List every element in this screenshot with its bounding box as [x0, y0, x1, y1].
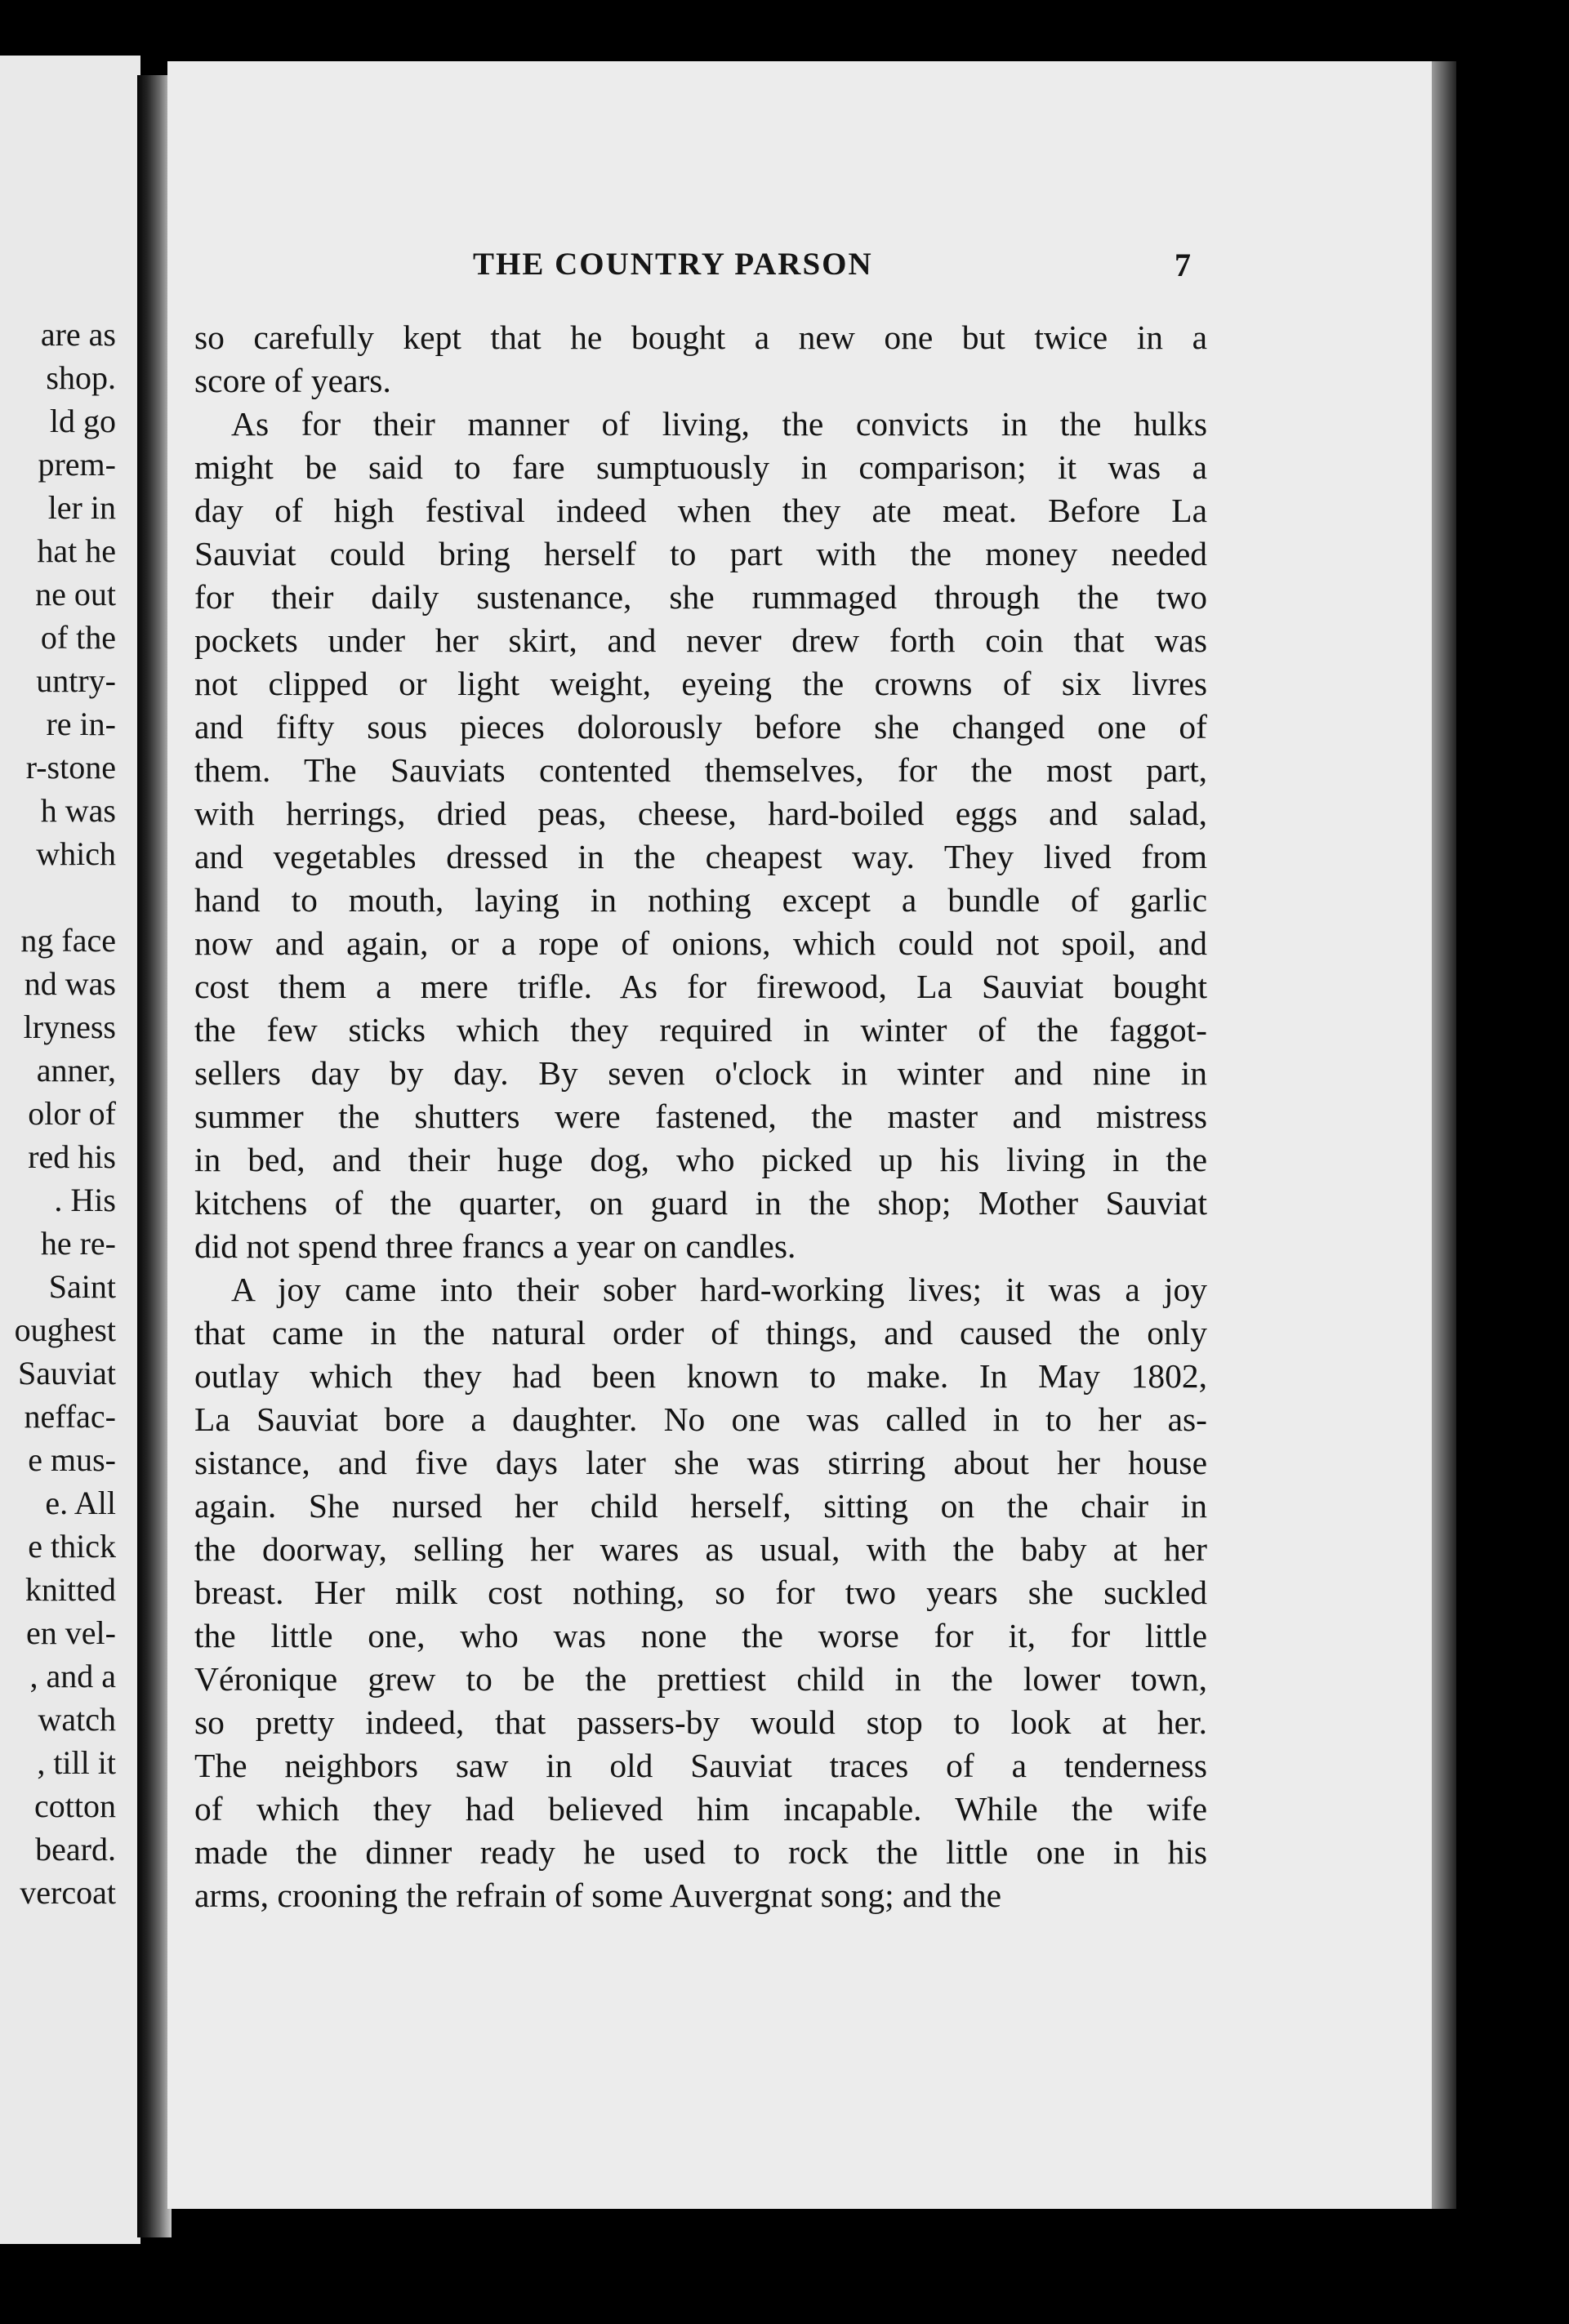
text-line: them. The Sauviats contented themselves, for the most part, — [194, 751, 1207, 789]
text-line: not clipped or light weight, eyeing the crowns of six livres — [194, 665, 1207, 702]
text-line: hand to mouth, laying in nothing except a bundle of garlic — [194, 881, 1207, 919]
text-line: that came in the natural order of things, and caused the only — [194, 1314, 1207, 1351]
text-line: in bed, and their huge dog, who picked up his living in the — [194, 1141, 1207, 1178]
facing-page-line: , and a — [29, 1658, 116, 1694]
text-line: kitchens of the quarter, on guard in the shop; Mother Sauviat — [194, 1184, 1207, 1222]
facing-page-line: ler in — [47, 489, 116, 526]
facing-page-line: re in- — [46, 706, 116, 742]
facing-page-line: cotton — [34, 1788, 116, 1824]
text-line: might be said to fare sumptuously in comparison; it was a — [194, 448, 1207, 486]
facing-page-line: untry- — [36, 662, 116, 699]
facing-page-line — [0, 875, 116, 919]
text-line: with herrings, dried peas, cheese, hard-boiled eggs and salad, — [194, 795, 1207, 832]
page-edge-shadow — [1432, 61, 1456, 2209]
facing-page-line: ld go — [49, 403, 116, 439]
facing-page-line: en vel- — [26, 1614, 116, 1651]
text-line: As for their manner of living, the convicts in the hulks — [231, 405, 1207, 443]
text-line: arms, crooning the refrain of some Auvergnat song; and the — [194, 1877, 1002, 1914]
facing-page-line: vercoat — [20, 1874, 116, 1911]
body-text — [194, 316, 1207, 1917]
book-gutter-shadow — [137, 75, 172, 2237]
text-line: The neighbors saw in old Sauviat traces of a tenderness — [194, 1747, 1207, 1784]
facing-page-line: ne out — [35, 576, 116, 612]
text-line: cost them a mere trifle. As for firewood, La Sauviat bought — [194, 968, 1207, 1005]
facing-page-line: e thick — [28, 1528, 116, 1565]
facing-page-line: h was — [40, 792, 116, 829]
text-line: Véronique grew to be the prettiest child in the lower town, — [194, 1660, 1207, 1698]
facing-page-text — [0, 313, 116, 1914]
facing-page-fragment — [0, 56, 140, 2244]
facing-page-line: watch — [38, 1701, 116, 1738]
page-number: 7 — [1175, 247, 1191, 283]
facing-page-line: of the — [40, 619, 116, 656]
text-line: pockets under her skirt, and never drew forth coin that was — [194, 621, 1207, 659]
facing-page-line: Sauviat — [18, 1355, 116, 1391]
facing-page-line: lryness — [23, 1008, 116, 1045]
text-line: so pretty indeed, that passers-by would stop to look at her. — [194, 1703, 1207, 1741]
text-line: score of years. — [194, 362, 391, 399]
text-line: day of high festival indeed when they ate meat. Before La — [194, 492, 1207, 529]
facing-page-line: ng face — [20, 922, 116, 959]
text-line: again. She nursed her child herself, sitting on the chair in — [194, 1487, 1207, 1525]
facing-page-line: hat he — [37, 532, 116, 569]
facing-page-line: e. All — [45, 1485, 116, 1521]
facing-page-line: he re- — [40, 1225, 116, 1262]
facing-page-line: r-stone — [25, 749, 116, 786]
text-line: La Sauviat bore a daughter. No one was called in to her as- — [194, 1400, 1207, 1438]
text-line: of which they had believed him incapable. While the wife — [194, 1790, 1207, 1828]
running-head — [167, 246, 1432, 295]
facing-page-line: beard. — [35, 1831, 116, 1868]
facing-page-line: olor of — [28, 1095, 116, 1132]
facing-page-line: prem- — [38, 446, 116, 483]
facing-page-line: . His — [54, 1182, 116, 1218]
facing-page-line: nd was — [24, 965, 116, 1002]
facing-page-line: red his — [28, 1138, 116, 1175]
text-line: sellers day by day. By seven o'clock in winter and nine in — [194, 1054, 1207, 1092]
facing-page-line: oughest — [14, 1311, 116, 1348]
facing-page-line: e mus- — [28, 1441, 116, 1478]
text-line: breast. Her milk cost nothing, so for two years she suckled — [194, 1574, 1207, 1611]
facing-page-line: , till it — [37, 1744, 116, 1781]
text-line: A joy came into their sober hard-working lives; it was a joy — [231, 1271, 1207, 1308]
facing-page-line: neffac- — [24, 1398, 116, 1435]
text-line: and vegetables dressed in the cheapest way. They lived from — [194, 838, 1207, 875]
running-title: THE COUNTRY PARSON — [473, 247, 873, 282]
facing-page-line: are as — [40, 316, 116, 353]
text-line: the doorway, selling her wares as usual, with the baby at her — [194, 1530, 1207, 1568]
text-line: and fifty sous pieces dolorously before she changed one of — [194, 708, 1207, 746]
text-line: now and again, or a rope of onions, which could not spoil, and — [194, 924, 1207, 962]
text-line: made the dinner ready he used to rock the little one in his — [194, 1833, 1207, 1871]
facing-page-line: shop. — [46, 359, 116, 396]
facing-page-line: which — [36, 835, 116, 872]
facing-page-line: anner, — [36, 1052, 116, 1089]
text-line: Sauviat could bring herself to part with the money needed — [194, 535, 1207, 572]
text-line: sistance, and five days later she was stirring about her house — [194, 1444, 1207, 1481]
text-line: the little one, who was none the worse for it, for little — [194, 1617, 1207, 1654]
text-line: the few sticks which they required in winter of the faggot- — [194, 1011, 1207, 1048]
facing-page-line: Saint — [48, 1268, 116, 1305]
text-line: so carefully kept that he bought a new one but twice in a — [194, 318, 1207, 356]
text-line: outlay which they had been known to make. In May 1802, — [194, 1357, 1207, 1395]
facing-page-line: knitted — [25, 1571, 116, 1608]
text-line: summer the shutters were fastened, the master and mistress — [194, 1097, 1207, 1135]
text-line: for their daily sustenance, she rummaged through the two — [194, 578, 1207, 616]
text-line: did not spend three francs a year on candles. — [194, 1227, 796, 1265]
book-page — [167, 61, 1432, 2209]
